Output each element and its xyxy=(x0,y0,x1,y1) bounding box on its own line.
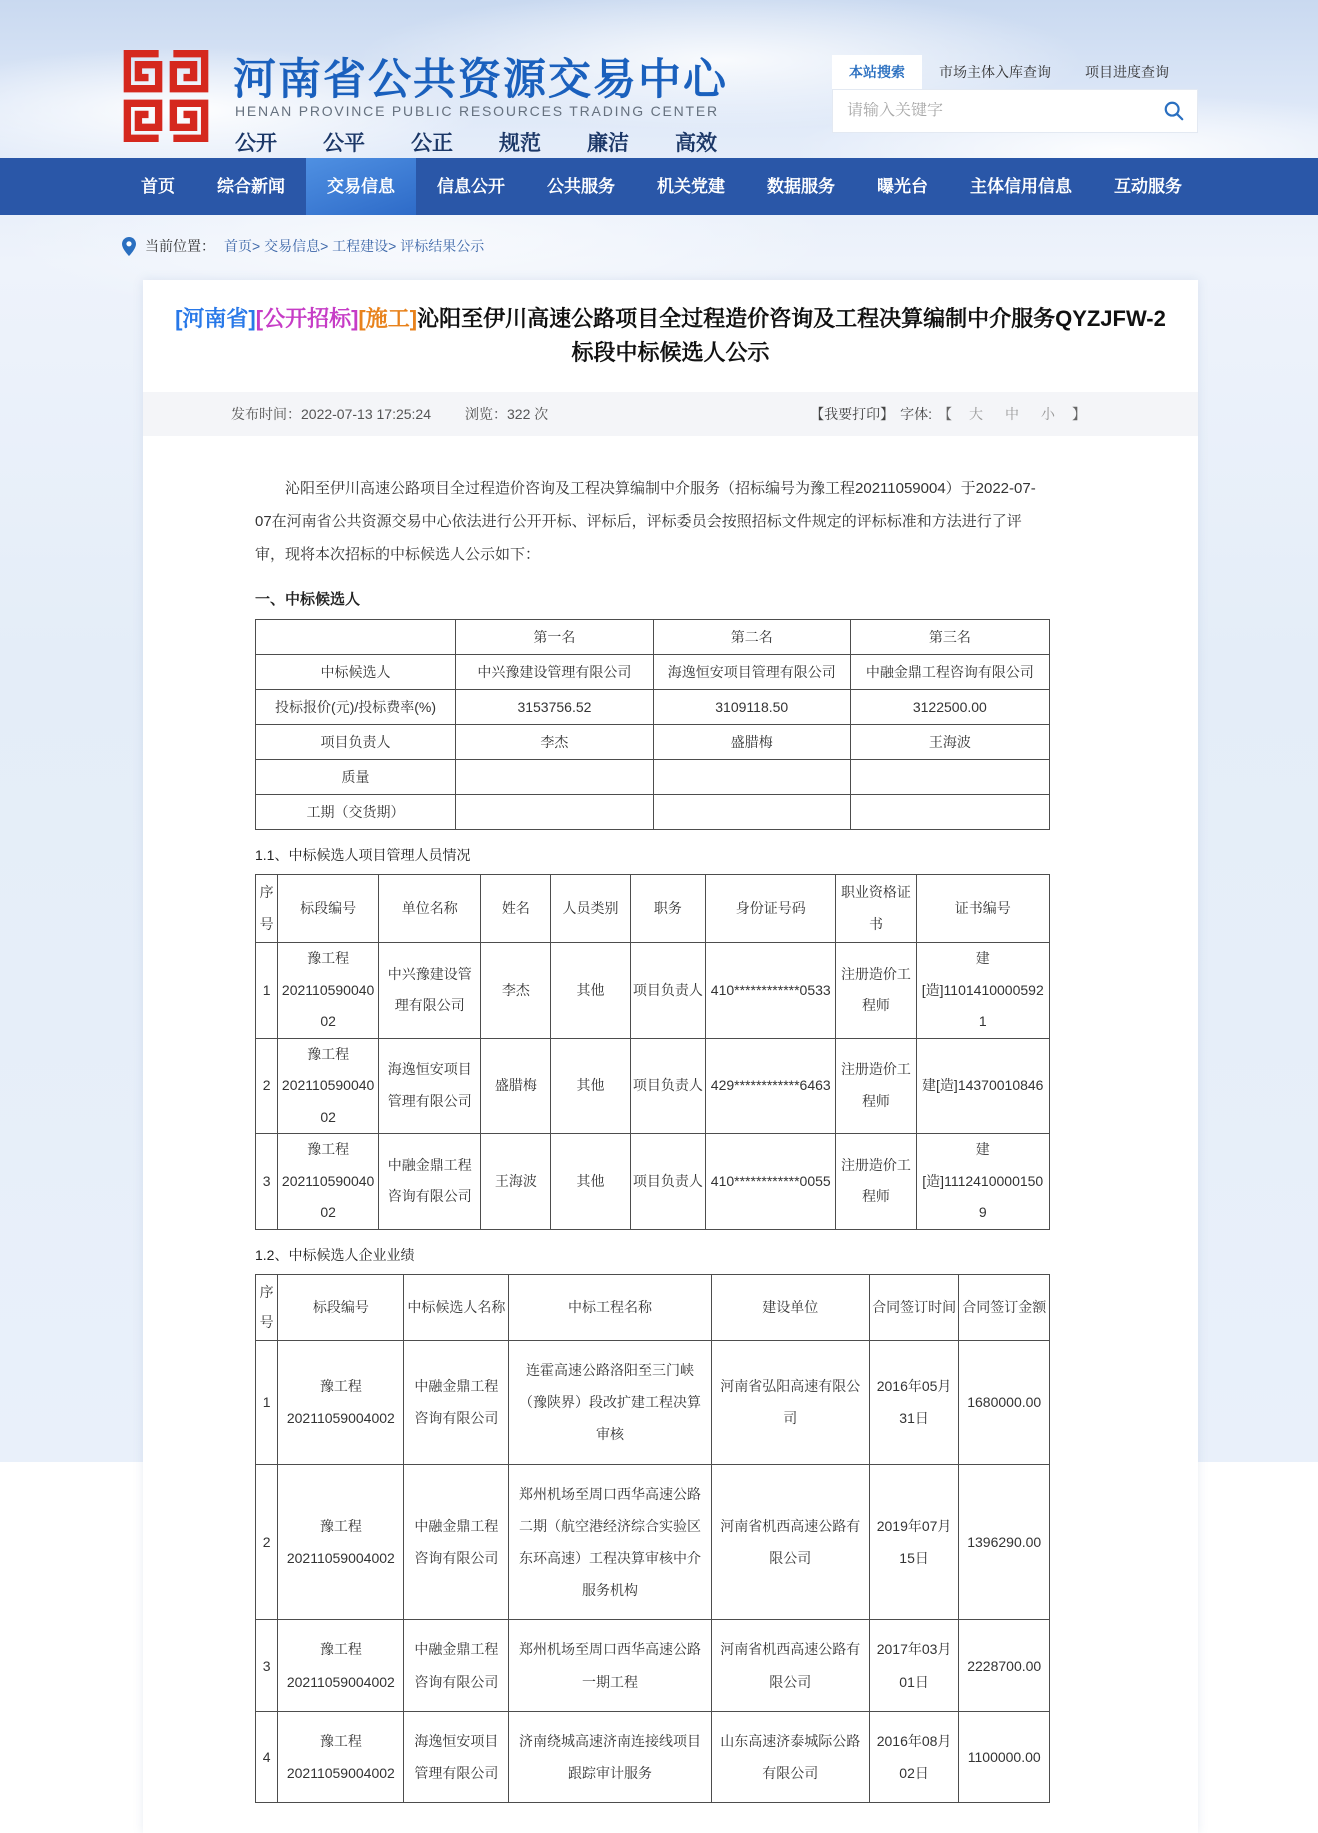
table-cell: 中兴豫建设管理有限公司 xyxy=(379,943,481,1039)
column-header: 第三名 xyxy=(850,620,1049,655)
table-cell: 豫工程 20211059004002 xyxy=(278,1134,379,1230)
table-cell: 建[造]14370010846 xyxy=(916,1038,1049,1134)
section-1-2-heading: 1.2、中标候选人企业业绩 xyxy=(255,1246,415,1263)
article-title xyxy=(143,280,1198,370)
search-tabs xyxy=(832,55,1198,89)
table-cell xyxy=(850,760,1049,795)
table-cell: 中标候选人 xyxy=(256,655,456,690)
section-1-heading: 一、中标候选人 xyxy=(255,591,361,608)
table-cell: 王海波 xyxy=(850,725,1049,760)
table-cell: 海逸恒安项目管理有限公司 xyxy=(653,655,850,690)
table-cell: 1 xyxy=(256,1341,278,1465)
table-cell: 中融金鼎工程咨询有限公司 xyxy=(850,655,1049,690)
font-size-buttons xyxy=(958,404,1066,424)
table-cell: 项目负责人 xyxy=(256,725,456,760)
site-motto xyxy=(235,127,717,157)
column-header: 标段编号 xyxy=(278,875,379,943)
table-cell: 海逸恒安项目管理有限公司 xyxy=(404,1711,509,1802)
table-cell: 2 xyxy=(256,1038,278,1134)
table-cell: 项目负责人 xyxy=(630,943,705,1039)
bid-candidates-table xyxy=(255,619,1050,830)
nav-item[interactable]: 信息公开 xyxy=(437,177,505,196)
search-input[interactable] xyxy=(833,102,1151,120)
table-cell: 济南绕城高速济南连接线项目跟踪审计服务 xyxy=(509,1711,711,1802)
motto-word: 规范 xyxy=(499,131,541,155)
table-cell: 注册造价工程师 xyxy=(836,943,916,1039)
table-cell: 项目负责人 xyxy=(630,1134,705,1230)
table-cell: 盛腊梅 xyxy=(653,725,850,760)
table-cell: 4 xyxy=(256,1711,278,1802)
article-card xyxy=(143,280,1198,1833)
table-cell: 建 [造]11014100005921 xyxy=(916,943,1049,1039)
motto-word: 公正 xyxy=(411,131,453,155)
breadcrumb-list xyxy=(224,236,484,256)
view-count-label: 浏览： xyxy=(465,406,507,422)
column-header: 职务 xyxy=(630,875,705,943)
column-header: 中标候选人名称 xyxy=(404,1274,509,1341)
breadcrumb-link[interactable]: 工程建设 > xyxy=(332,236,400,256)
motto-word: 公平 xyxy=(323,131,365,155)
table-cell: 其他 xyxy=(551,1038,630,1134)
font-bracket-close: 】 xyxy=(1072,406,1086,422)
table-cell: 连霍高速公路洛阳至三门峡（豫陕界）段改扩建工程决算审核 xyxy=(509,1341,711,1465)
table-row xyxy=(256,1134,1050,1230)
announcement-paragraph: 沁阳至伊川高速公路项目全过程造价咨询及工程决算编制中介服务（招标编号为豫工程20211059004）于2022-07-07在河南省公共资源交易中心依法进行公开开标、评标后，评标委员会按照招标文件规定的评标标准和方法进行了评审，现将本次招标的中标候选人公示如下： xyxy=(255,480,1036,563)
motto-word: 公开 xyxy=(235,131,277,155)
table-cell: 盛腊梅 xyxy=(481,1038,551,1134)
table-cell: 河南省机西高速公路有限公司 xyxy=(711,1620,869,1711)
table-cell: 投标报价(元)/投标费率(%) xyxy=(256,690,456,725)
search-tab[interactable]: 项目进度查询 xyxy=(1085,64,1169,80)
table-cell: 豫工程 20211059004002 xyxy=(278,1711,404,1802)
table-cell: 注册造价工程师 xyxy=(836,1038,916,1134)
table-cell: 3153756.52 xyxy=(456,690,654,725)
article-tools xyxy=(810,404,1086,424)
article-info-bar xyxy=(143,392,1198,436)
publish-time-value: 2022-07-13 17:25:24 xyxy=(301,406,431,422)
nav-item[interactable]: 曝光台 xyxy=(877,177,928,196)
table-cell: 李杰 xyxy=(456,725,654,760)
table-cell: 河南省弘阳高速有限公司 xyxy=(711,1341,869,1465)
publish-info xyxy=(231,404,548,424)
column-header: 中标工程名称 xyxy=(509,1274,711,1341)
table-cell: 中融金鼎工程咨询有限公司 xyxy=(379,1134,481,1230)
table-cell: 项目负责人 xyxy=(630,1038,705,1134)
breadcrumb-label: 当前位置： xyxy=(145,238,215,254)
table-cell: 海逸恒安项目管理有限公司 xyxy=(379,1038,481,1134)
table-row xyxy=(256,655,1050,690)
font-size-button[interactable]: 小 xyxy=(1041,406,1055,422)
publish-time-label: 发布时间： xyxy=(231,406,301,422)
table-cell: 410************0055 xyxy=(706,1134,836,1230)
column-header: 序号 xyxy=(256,875,278,943)
table-row xyxy=(256,1620,1050,1711)
nav-item[interactable]: 综合新闻 xyxy=(217,177,285,196)
title-tags xyxy=(175,306,417,331)
table-cell: 工期（交货期） xyxy=(256,795,456,830)
table-cell xyxy=(456,760,654,795)
site-header xyxy=(0,0,1318,158)
table-cell: 中融金鼎工程咨询有限公司 xyxy=(404,1620,509,1711)
table-cell: 豫工程 20211059004002 xyxy=(278,943,379,1039)
table-cell: 429************6463 xyxy=(706,1038,836,1134)
table-cell: 中融金鼎工程咨询有限公司 xyxy=(404,1464,509,1620)
table-cell: 豫工程 20211059004002 xyxy=(278,1341,404,1465)
main-nav xyxy=(0,158,1318,215)
motto-word: 廉洁 xyxy=(587,131,629,155)
nav-item[interactable]: 首页 xyxy=(141,177,175,196)
table-cell: 410************0533 xyxy=(706,943,836,1039)
table-cell: 中融金鼎工程咨询有限公司 xyxy=(404,1341,509,1465)
table-header-row xyxy=(256,1274,1050,1341)
table-row xyxy=(256,1038,1050,1134)
table-cell: 山东高速济泰城际公路有限公司 xyxy=(711,1711,869,1802)
table-cell: 2016年05月31日 xyxy=(869,1341,959,1465)
column-header: 合同签订金额 xyxy=(959,1274,1050,1341)
breadcrumb-link[interactable]: 首页 > xyxy=(224,236,264,256)
search-icon xyxy=(1163,100,1185,122)
view-count xyxy=(465,404,548,424)
table-cell: 李杰 xyxy=(481,943,551,1039)
red-seal-logo-icon xyxy=(120,50,212,142)
nav-item[interactable]: 主体信用信息 xyxy=(970,177,1072,196)
column-header: 人员类别 xyxy=(551,875,630,943)
nav-item[interactable]: 公共服务 xyxy=(547,177,615,196)
project-personnel-table xyxy=(255,874,1050,1230)
section-1-1-heading: 1.1、中标候选人项目管理人员情况 xyxy=(255,847,471,863)
site-title: 河南省公共资源交易中心 xyxy=(233,56,728,104)
table-header-row xyxy=(256,620,1050,655)
print-button[interactable]: 【我要打印】 xyxy=(810,406,895,422)
font-bracket-open: 【 xyxy=(938,406,952,422)
site-subtitle: HENAN PROVINCE PUBLIC RESOURCES TRADING CENTER xyxy=(235,103,719,119)
column-header: 身份证号码 xyxy=(706,875,836,943)
table-cell xyxy=(850,795,1049,830)
table-cell: 建 [造]11124100001509 xyxy=(916,1134,1049,1230)
table-cell: 2 xyxy=(256,1464,278,1620)
table-cell xyxy=(456,795,654,830)
table-cell xyxy=(653,795,850,830)
table-cell: 豫工程 20211059004002 xyxy=(278,1038,379,1134)
search-tab[interactable]: 市场主体入库查询 xyxy=(939,64,1051,80)
breadcrumb xyxy=(122,232,1318,260)
font-size-button[interactable]: 大 xyxy=(969,406,983,422)
column-header: 姓名 xyxy=(481,875,551,943)
table-cell: 3 xyxy=(256,1620,278,1711)
column-header: 标段编号 xyxy=(278,1274,404,1341)
table-cell: 2228700.00 xyxy=(959,1620,1050,1711)
font-size-button[interactable]: 中 xyxy=(1005,406,1019,422)
column-header: 序号 xyxy=(256,1274,278,1341)
column-header xyxy=(256,620,456,655)
table-row xyxy=(256,1464,1050,1620)
table-cell: 1396290.00 xyxy=(959,1464,1050,1620)
search-box xyxy=(832,89,1198,133)
column-header: 第二名 xyxy=(653,620,850,655)
location-pin-icon xyxy=(122,237,136,256)
table-row xyxy=(256,760,1050,795)
column-header: 证书编号 xyxy=(916,875,1049,943)
enterprise-achievements-table xyxy=(255,1274,1050,1804)
view-count-value: 322 次 xyxy=(507,406,549,422)
table-row xyxy=(256,795,1050,830)
table-cell: 郑州机场至周口西华高速公路一期工程 xyxy=(509,1620,711,1711)
search-area xyxy=(832,55,1198,133)
table-row xyxy=(256,725,1050,760)
search-button[interactable] xyxy=(1151,89,1197,133)
nav-item[interactable]: 机关党建 xyxy=(657,177,725,196)
table-cell: 注册造价工程师 xyxy=(836,1134,916,1230)
publish-time xyxy=(231,404,431,424)
table-cell: 1 xyxy=(256,943,278,1039)
site-logo[interactable] xyxy=(120,50,212,147)
title-tag: [公开招标] xyxy=(255,306,359,331)
article-content xyxy=(255,472,1050,1803)
title-tag: [河南省] xyxy=(175,306,256,331)
table-header-row xyxy=(256,875,1050,943)
table-row xyxy=(256,690,1050,725)
table-row xyxy=(256,1711,1050,1802)
font-size-label: 字体: xyxy=(900,406,932,422)
table-cell: 3109118.50 xyxy=(653,690,850,725)
table-cell: 中兴豫建设管理有限公司 xyxy=(456,655,654,690)
nav-item[interactable]: 数据服务 xyxy=(767,177,835,196)
table-cell: 郑州机场至周口西华高速公路二期（航空港经济综合实验区东环高速）工程决算审核中介服务机构 xyxy=(509,1464,711,1620)
column-header: 建设单位 xyxy=(711,1274,869,1341)
table-cell: 3122500.00 xyxy=(850,690,1049,725)
table-cell: 质量 xyxy=(256,760,456,795)
title-tag: [施工] xyxy=(358,306,418,331)
table-cell: 豫工程 20211059004002 xyxy=(278,1464,404,1620)
table-cell: 河南省机西高速公路有限公司 xyxy=(711,1464,869,1620)
column-header: 第一名 xyxy=(456,620,654,655)
table-row xyxy=(256,1341,1050,1465)
title-text: 沁阳至伊川高速公路项目全过程造价咨询及工程决算编制中介服务QYZJFW-2标段中标候选人公示 xyxy=(417,306,1166,365)
breadcrumb-link[interactable]: 交易信息 > xyxy=(264,236,332,256)
table-row xyxy=(256,943,1050,1039)
table-cell: 2017年03月01日 xyxy=(869,1620,959,1711)
column-header: 职业资格证书 xyxy=(836,875,916,943)
breadcrumb-link[interactable]: 评标结果公示 xyxy=(400,238,485,254)
column-header: 合同签订时间 xyxy=(869,1274,959,1341)
table-cell: 1100000.00 xyxy=(959,1711,1050,1802)
motto-word: 高效 xyxy=(675,131,717,155)
table-cell: 其他 xyxy=(551,1134,630,1230)
table-cell xyxy=(653,760,850,795)
table-cell: 2016年08月02日 xyxy=(869,1711,959,1802)
nav-item[interactable]: 互动服务 xyxy=(1114,177,1182,196)
search-tab[interactable]: 本站搜索 xyxy=(832,55,922,89)
table-cell: 3 xyxy=(256,1134,278,1230)
table-cell: 其他 xyxy=(551,943,630,1039)
table-cell: 2019年07月15日 xyxy=(869,1464,959,1620)
nav-item[interactable]: 交易信息 xyxy=(306,158,416,215)
table-cell: 豫工程 20211059004002 xyxy=(278,1620,404,1711)
table-cell: 王海波 xyxy=(481,1134,551,1230)
table-cell: 1680000.00 xyxy=(959,1341,1050,1465)
column-header: 单位名称 xyxy=(379,875,481,943)
